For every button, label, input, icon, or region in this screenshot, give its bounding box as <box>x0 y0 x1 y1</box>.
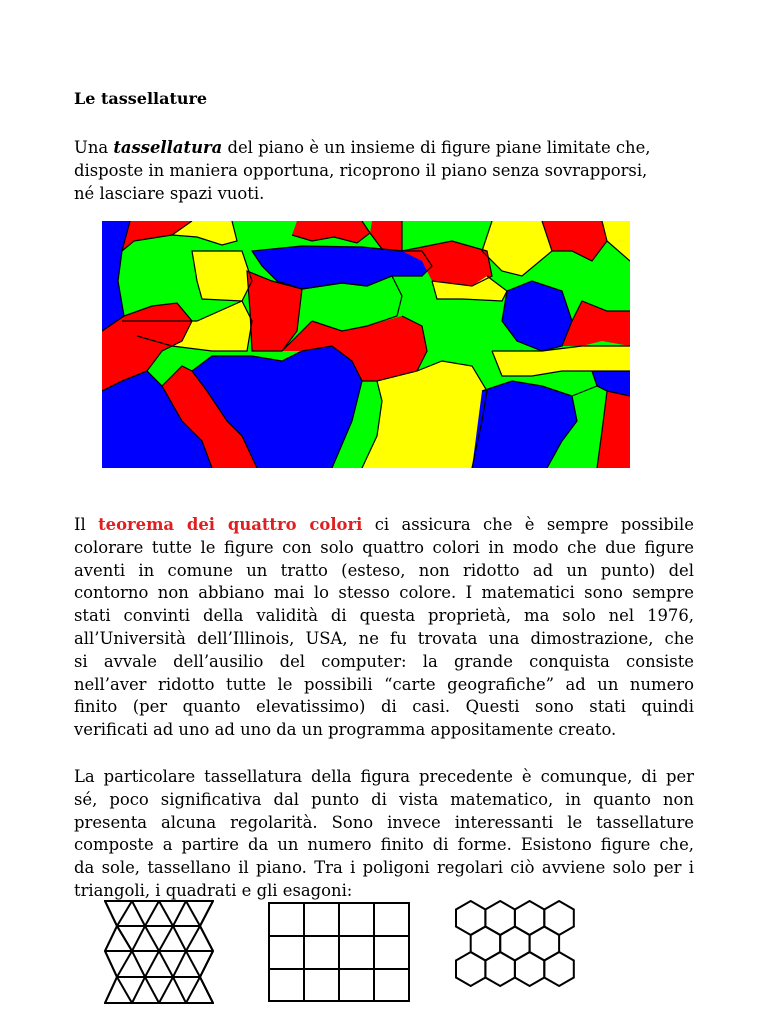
theorem-line: si avvale dell’ausilio del computer: la grande conquista consiste <box>74 651 694 671</box>
theorem-line: aventi in comune un tratto (esteso, non ridotto ad un punto) del <box>74 560 694 580</box>
four-color-map-image <box>102 221 630 468</box>
regular-line: triangoli, i quadrati e gli esagoni: <box>74 880 353 900</box>
theorem-line-1-text: ci assicura che è sempre possibile <box>362 515 694 534</box>
regular-line: La particolare tassellatura della figura precedente è comunque, di per <box>74 767 694 786</box>
theorem-term: teorema dei quattro colori <box>98 515 363 534</box>
intro-text-b: del piano è un insieme di figure piane limitate che, <box>222 138 651 157</box>
intro-line-3: né lasciare spazi vuoti. <box>74 183 265 203</box>
hexagon-cell <box>485 952 515 986</box>
theorem-line: stati convinti della validità di questa proprietà, ma solo nel 1976, <box>74 606 694 626</box>
square-tiling-image <box>268 902 410 1002</box>
regular-tilings-paragraph <box>74 766 694 903</box>
regular-line: sé, poco significativa dal punto di vista matematico, in quanto non <box>74 789 694 809</box>
theorem-paragraph <box>74 514 694 742</box>
intro-text-a: Una <box>74 138 114 157</box>
triangle-tiling-image <box>104 900 214 1004</box>
theorem-line: finito (per quanto elevatissimo) di casi. Questi sono stati quindi <box>74 697 694 717</box>
regular-line: composte a partire da un numero finito di forme. Esistono figure che, <box>74 835 694 855</box>
hexagon-cell <box>515 952 544 986</box>
regular-line: da sole, tassellano il piano. Tra i poligoni regolari ciò avviene solo per i <box>74 858 694 878</box>
theorem-prefix: Il <box>74 515 99 534</box>
theorem-line: verificati ad uno ad uno da un programma appositamente creato. <box>74 720 617 740</box>
hexagon-cell <box>544 952 574 986</box>
theorem-line-1 <box>74 514 694 537</box>
term-tassellatura: tassellatura <box>113 138 223 157</box>
theorem-line: nell’aver ridotto tutte le possibili “carte geografiche” ad un numero <box>74 674 694 694</box>
intro-line-2: disposte in maniera opportuna, ricoprono il piano senza sovrapporsi, <box>74 160 648 180</box>
regular-line: presenta alcuna regolarità. Sono invece interessanti le tassellature <box>74 812 694 832</box>
theorem-line: all’Università dell’Illinois, USA, ne fu trovata una dimostrazione, che <box>74 628 694 648</box>
theorem-line: contorno non abbiano mai lo stesso colore. I matematici sono sempre <box>74 583 694 603</box>
page-title: Le tassellature <box>74 89 208 108</box>
hexagon-tiling-image <box>454 900 604 1004</box>
hexagon-cell <box>456 952 485 986</box>
intro-paragraph <box>74 137 694 205</box>
theorem-line: colorare tutte le figure con solo quattro colori in modo che due figure <box>74 537 694 557</box>
